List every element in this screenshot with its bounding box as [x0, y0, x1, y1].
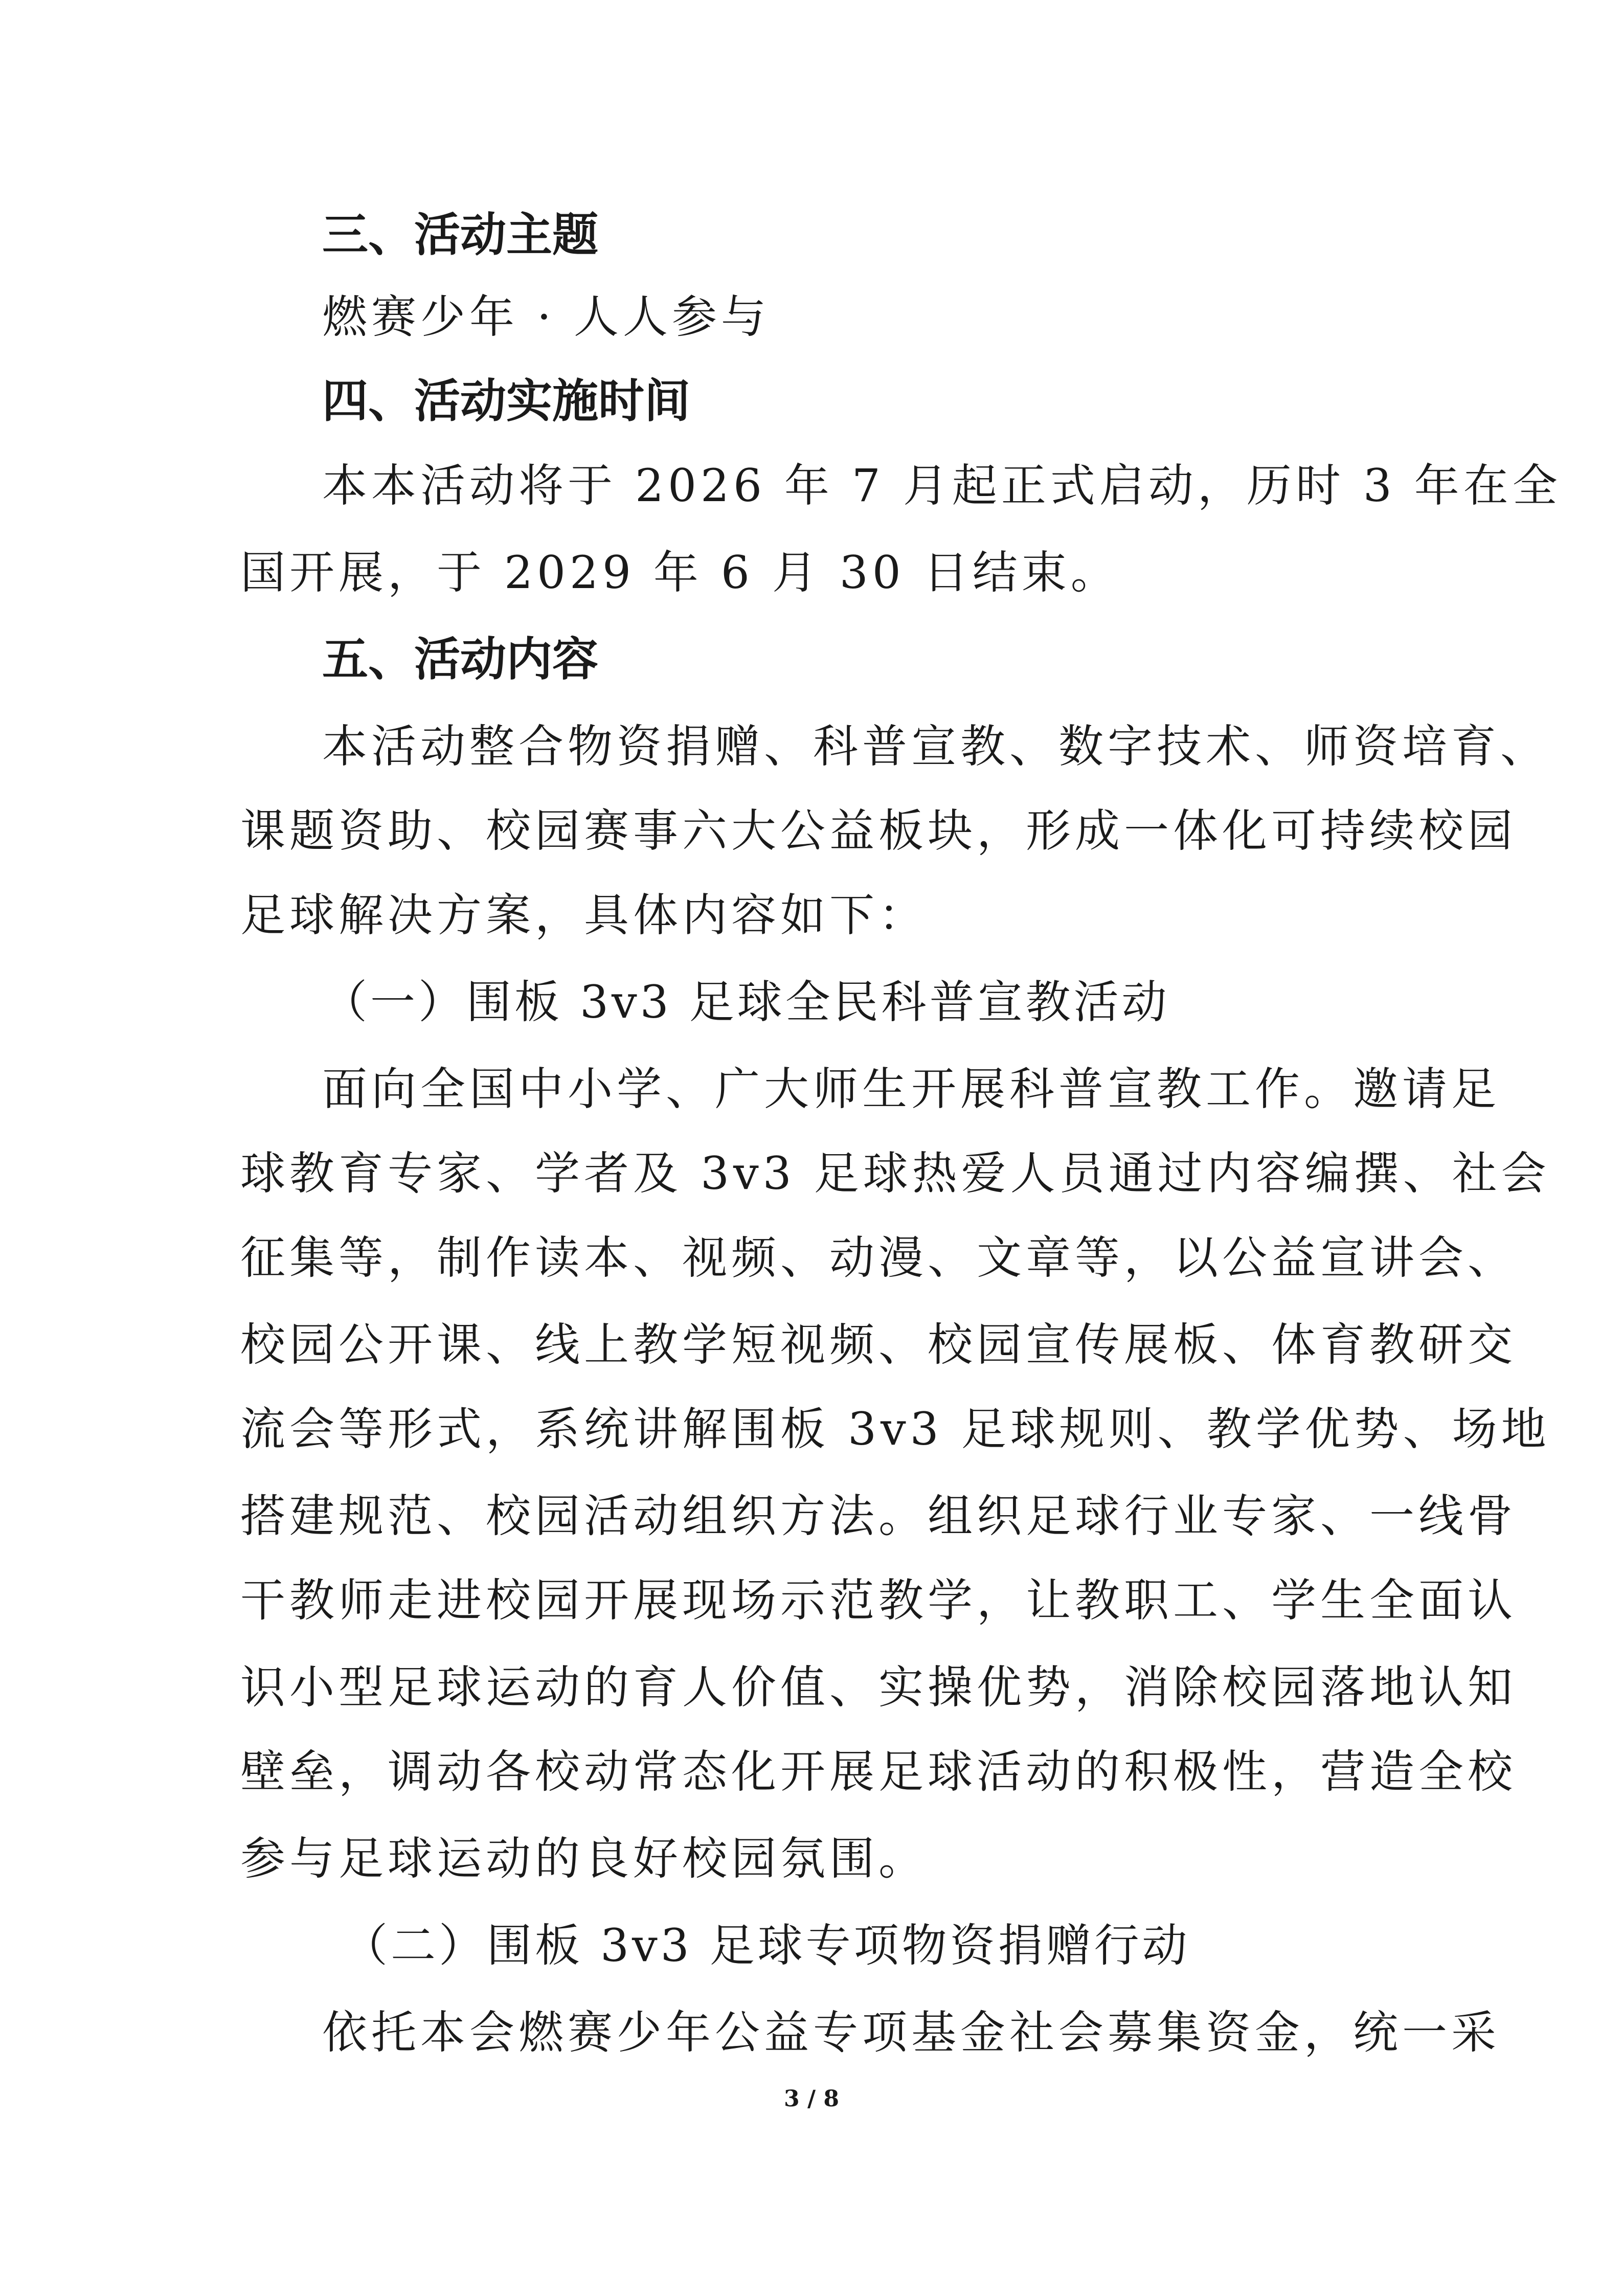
paragraph-line: 参与足球运动的良好校园氛围。	[240, 1832, 928, 1885]
paragraph-line: 搭建规范、校园活动组织方法。组织足球行业专家、一线骨	[240, 1490, 1517, 1542]
subsection-heading-education: （一）围板 3v3 足球全民科普宣教活动	[322, 976, 1170, 1028]
paragraph-line: 本本活动将于 2026 年 7 月起正式启动，历时 3 年在全	[322, 459, 1562, 512]
theme-text: 燃赛少年 · 人人参与	[322, 290, 770, 343]
subsection-heading-donation: （二）围板 3v3 足球专项物资捐赠行动	[343, 1919, 1190, 1972]
section-heading-theme: 三、活动主题	[322, 208, 598, 262]
paragraph-line: 校园公开课、线上教学短视频、校园宣传展板、体育教研交	[240, 1318, 1517, 1371]
paragraph-line: 流会等形式，系统讲解围板 3v3 足球规则、教学优势、场地	[240, 1403, 1550, 1455]
paragraph-line: 壁垒，调动各校动常态化开展足球活动的积极性，营造全校	[240, 1745, 1517, 1798]
paragraph-line: 国开展，于 2029 年 6 月 30 日结束。	[240, 546, 1120, 599]
paragraph-line: 球教育专家、学者及 3v3 足球热爱人员通过内容编撰、社会	[240, 1147, 1550, 1200]
section-heading-time: 四、活动实施时间	[322, 374, 690, 428]
paragraph-line: 课题资助、校园赛事六大公益板块，形成一体化可持续校园	[240, 804, 1517, 857]
paragraph-line: 征集等，制作读本、视频、动漫、文章等，以公益宣讲会、	[240, 1231, 1517, 1284]
page-number: 3 / 8	[784, 2086, 839, 2112]
paragraph-line: 干教师走进校园开展现场示范教学，让教职工、学生全面认	[240, 1574, 1517, 1627]
paragraph-line: 面向全国中小学、广大师生开展科普宣教工作。邀请足	[322, 1063, 1501, 1115]
section-heading-content: 五、活动内容	[322, 633, 598, 686]
paragraph-line: 依托本会燃赛少年公益专项基金社会募集资金，统一采	[322, 2006, 1501, 2059]
paragraph-line: 识小型足球运动的育人价值、实操优势，消除校园落地认知	[240, 1661, 1517, 1714]
paragraph-line: 本活动整合物资捐赠、科普宣教、数字技术、师资培育、	[322, 720, 1550, 773]
paragraph-line: 足球解决方案，具体内容如下：	[240, 889, 928, 941]
